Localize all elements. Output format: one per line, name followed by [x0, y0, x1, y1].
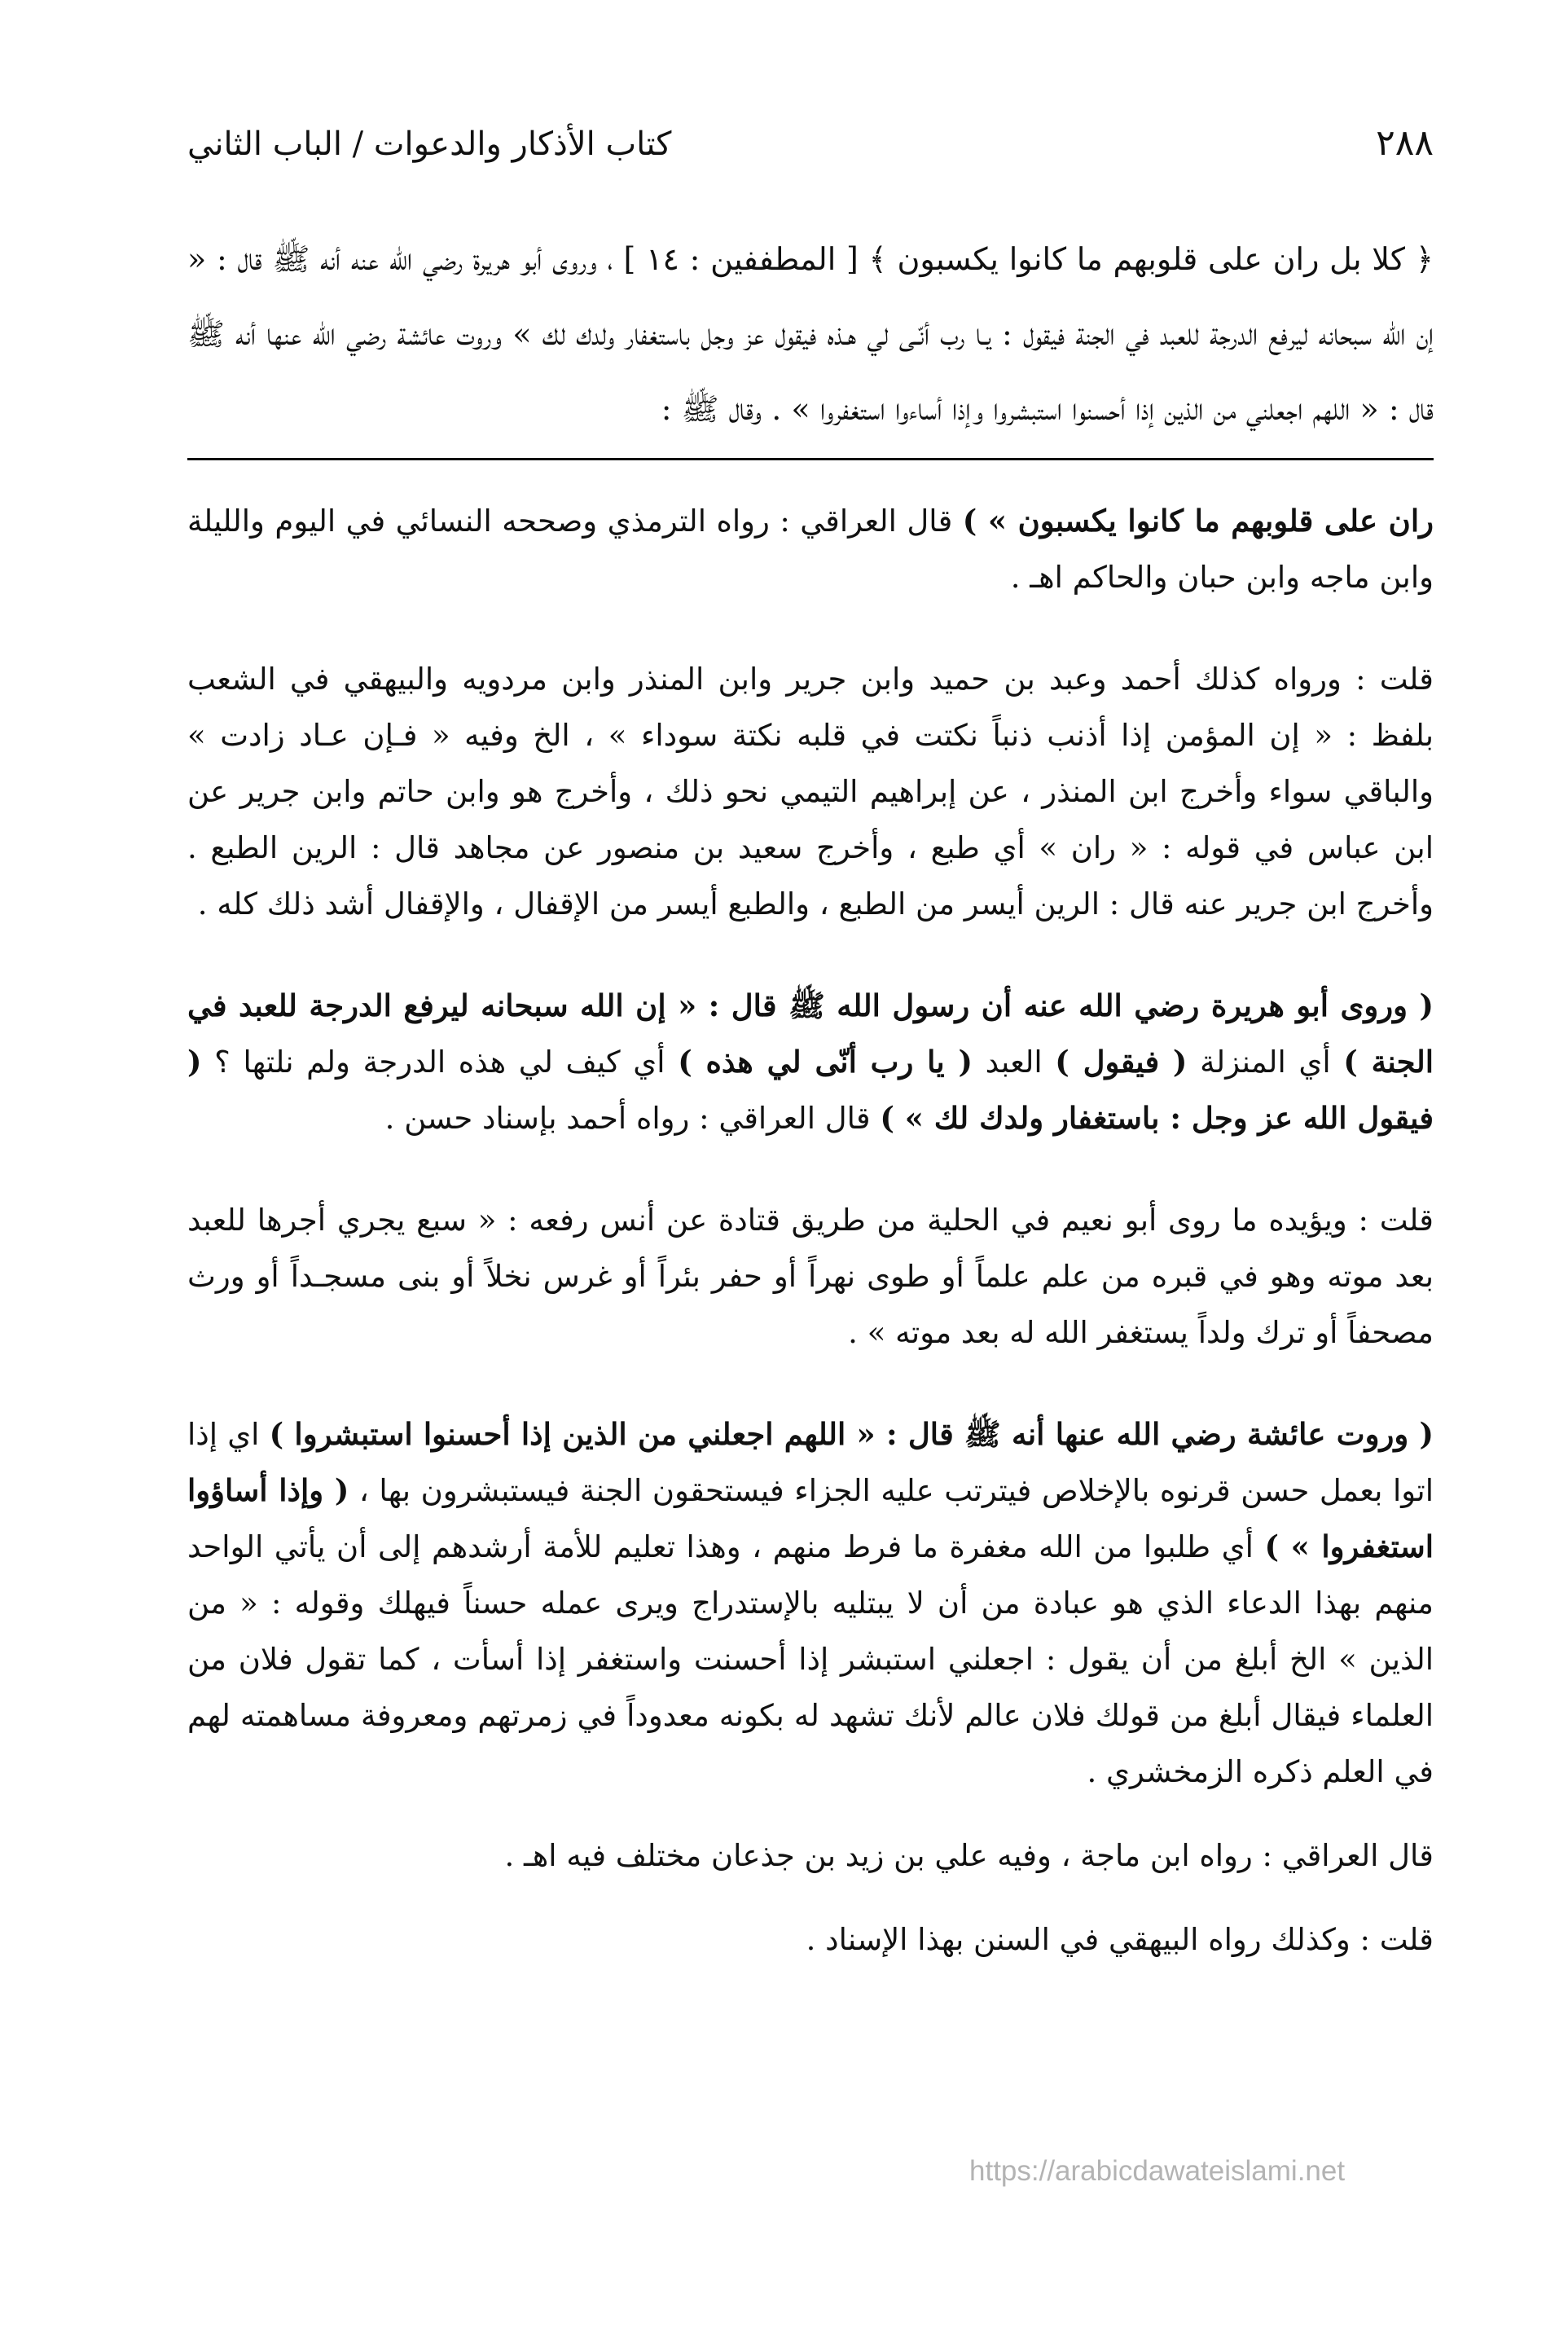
quoted-text: ( يا رب أنّى لي هذه )	[678, 1044, 973, 1080]
quoted-text: ران على قلوبهم ما كانوا يكسبون » )	[962, 503, 1434, 539]
commentary-paragraph-5	[187, 1406, 1434, 1800]
comment-text: العبد	[972, 1045, 1056, 1080]
main-paragraph: ﴿ كلا بل ران على قلوبهم ما كانوا يكسبون ﴾ [ المطففين : ١٤ ] ، وروى أبو هريرة رضي الله عنه أنه ﷺ قال : « إن الله سبحانه ليرفع الدرجة للعبد في الجنة فيقول : يـا رب أنّـى لي هـذه فيقول عز وجل باستغفار ولدك لك » وروت عائشة رضي الله عنها أنه ﷺ قال : « اللهم اجعلني من الذين إذا أحسنوا استبشروا وإذا أساءوا استغفروا » . وقال ﷺ :	[187, 241, 1434, 427]
commentary-paragraph-1	[187, 493, 1434, 605]
quoted-text: ( وروى أبو هريرة رضي الله عنه أن رسول الله ﷺ قال : « إن الله سبحانه ليرفع الدرجة للعبد في الجنة )	[187, 988, 1434, 1080]
main-text	[187, 222, 1434, 446]
comment-text: أي المنزلة	[1187, 1045, 1344, 1080]
commentary-paragraph-2	[187, 651, 1434, 932]
commentary-paragraph-4	[187, 1192, 1434, 1361]
watermark-url: https://arabicdawateislami.net	[969, 2155, 1346, 2187]
running-header	[187, 122, 1434, 174]
commentary-paragraph-7	[187, 1911, 1434, 1968]
comment-text: قال العراقي : رواه أحمد بإسناد حسن .	[384, 1101, 881, 1136]
comment-text: قلت : ورواه كذلك أحمد وعبد بن حميد وابن جرير وابن المنذر وابن مردويه والبيهقي في الشعب بلفظ : « إن المؤمن إذا أذنب ذنباً نكتت في قلبه نكتة سوداء » ، الخ وفيه « فـإن عـاد زادت » والباقي سواء وأخرج ابن المنذر ، عن إبراهيم التيمي نحو ذلك ، وأخرج هو وابن حاتم وابن جرير عن ابن عباس في قوله : « ران » أي طبع ، وأخرج سعيد بن منصور عن مجاهد قال : الرين الطبع . وأخرج ابن جرير عنه قال : الرين أيسر من الطبع ، والطبع أيسر من الإقفال ، والإقفال أشد ذلك كله .	[187, 662, 1434, 922]
comment-text: أي كيف لي هذه الدرجة ولم نلتها ؟	[201, 1045, 679, 1080]
comment-text: قلت : ويؤيده ما روى أبو نعيم في الحلية من طريق قتادة عن أنس رفعه : « سبع يجري أجرها للعبد بعد موته وهو في قبره من علم علماً أو طوى نهراً أو حفر بئراً أو غرس نخلاً أو بنى مسجـداً أو ورث مصحفاً أو ترك ولداً يستغفر الله له بعد موته » .	[187, 1203, 1434, 1350]
commentary-paragraph-3	[187, 978, 1434, 1146]
commentary-paragraph-6	[187, 1828, 1434, 1884]
comment-text: أي طلبوا من الله مغفرة ما فرط منهم ، وهذا تعليم للأمة أرشدهم إلى أن يأتي الواحد منهم بهذا الدعاء الذي هو عبادة من أن لا يبتليه بالإستدراج ويرى عمله حسناً فيهلك وقوله : « من الذين » الخ أبلغ من أن يقول : اجعلني استبشر إذا أحسنت واستغفر إذا أسأت ، كما تقول فلان من العلماء فيقال أبلغ من قولك فلان عالم لأنك تشهد له بكونه معدوداً في زمرتهم ومعروفة مساهمته لهم في العلم ذكره الزمخشري .	[187, 1529, 1434, 1789]
chapter-title: كتاب الأذكار والدعوات / الباب الثاني	[187, 125, 672, 163]
quoted-text: ( فيقول )	[1055, 1044, 1188, 1080]
book-page	[187, 122, 1434, 1968]
commentary	[187, 493, 1434, 1968]
comment-text: قال العراقي : رواه الترمذي وصححه النسائي في اليوم والليلة وابن ماجه وابن حبان والحاكم اهـ .	[187, 504, 1434, 595]
comment-text: اي إذا اتوا بعمل حسن قرنوه بالإخلاص فيترتب عليه الجزاء فيستحقون الجنة فيستبشرون بها ،	[187, 1417, 1434, 1508]
page-number: ٢٨٨	[1376, 122, 1434, 164]
comment-text: قلت : وكذلك رواه البيهقي في السنن بهذا الإسناد .	[806, 1922, 1434, 1957]
quoted-text: ( فيقول الله عز وجل : باستغفار ولدك لك » )	[187, 1044, 1434, 1136]
comment-text: قال العراقي : رواه ابن ماجة ، وفيه علي بن زيد بن جذعان مختلف فيه اهـ .	[504, 1838, 1434, 1873]
quoted-text: ( وروت عائشة رضي الله عنها أنه ﷺ قال : « اللهم اجعلني من الذين إذا أحسنوا استبشروا )	[269, 1416, 1434, 1452]
quoted-text: ( وإذا أساؤوا استغفروا » )	[187, 1472, 1434, 1564]
section-divider	[187, 458, 1434, 460]
